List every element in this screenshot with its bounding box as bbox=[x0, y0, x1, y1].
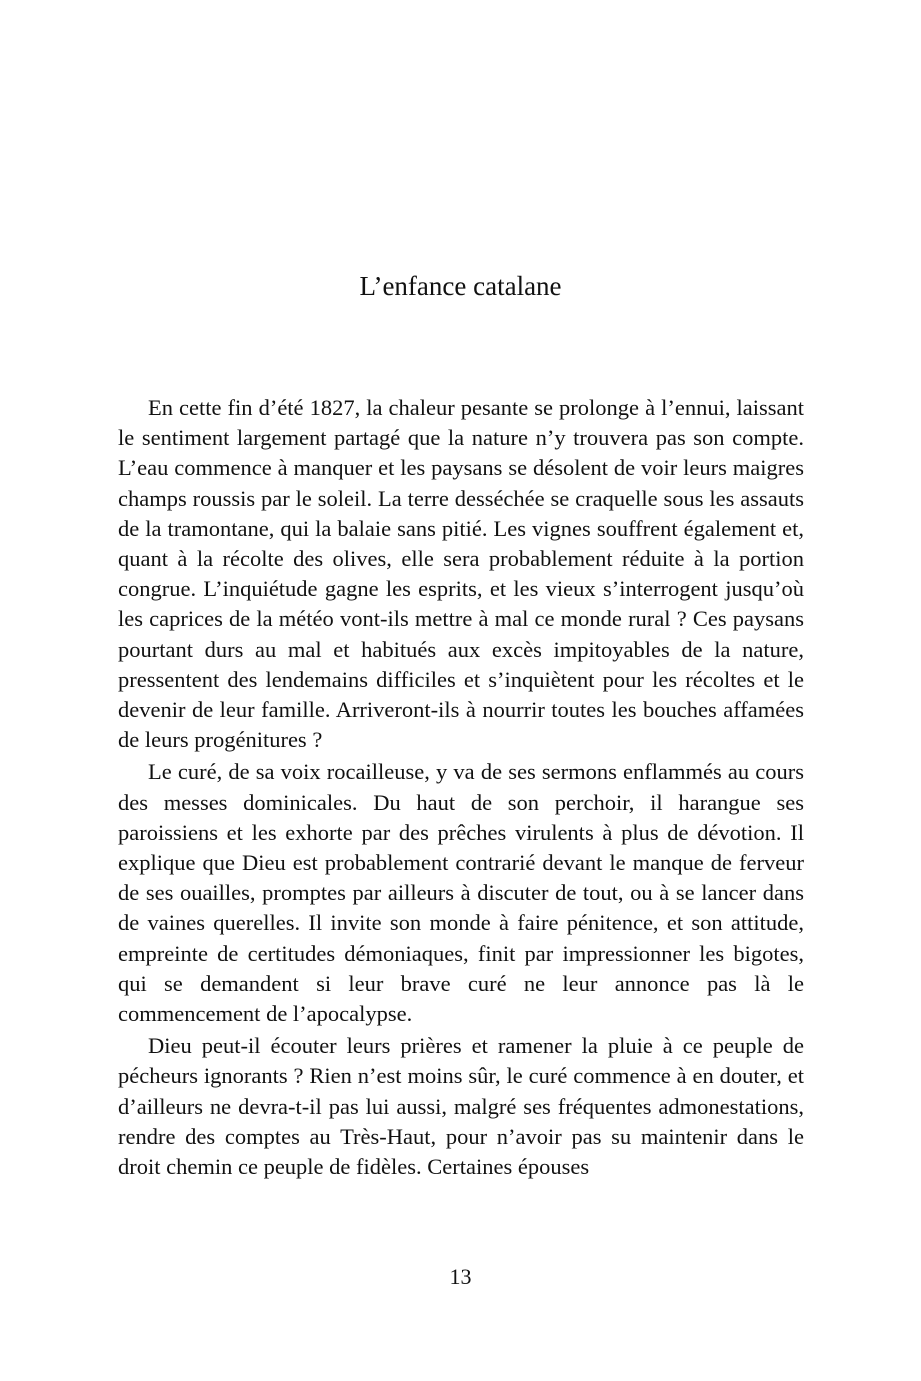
paragraph-2: Le curé, de sa voix rocailleuse, y va de ses sermons enflammés au cours des messes dominicales. Du haut de son perchoir, il harangue ses paroissiens et les exhorte par des prêches virulents à plus de dévotion. Il explique que Dieu est probablement contrarié devant le manque de ferveur de ses ouailles, promptes par ailleurs à discuter de tout, ou à se lancer dans de vaines querelles. Il invite son monde à faire pénitence, et son attitude, empreinte de certitudes démoniaques, finit par impressionner les bigotes, qui se demandent si leur brave curé ne leur annonce pas là le commencement de l’apocalypse. bbox=[118, 759, 804, 1027]
body-text bbox=[118, 393, 804, 1184]
paragraph-3: Dieu peut-il écouter leurs prières et ramener la pluie à ce peuple de pécheurs ignorants ? Rien n’est moins sûr, le curé commence à en douter, et d’ailleurs ne devra-t-il pas lui aussi, malgré ses fréquentes admonestations, rendre des comptes au Très-Haut, pour n’avoir pas su maintenir dans le droit chemin ce peuple de fidèles. Certaines épouses bbox=[118, 1033, 804, 1180]
paragraph-1: En cette fin d’été 1827, la chaleur pesante se prolonge à l’ennui, laissant le sentiment largement partagé que la nature n’y trouvera pas son compte. L’eau commence à manquer et les paysans se désolent de voir leurs maigres champs roussis par le soleil. La terre desséchée se craquelle sous les assauts de la tramontane, qui la balaie sans pitié. Les vignes souffrent également et, quant à la récolte des olives, elle sera probablement réduite à la portion congrue. L’inquiétude gagne les esprits, et les vieux s’interrogent jusqu’où les caprices de la météo vont-ils mettre à mal ce monde rural ? Ces paysans pourtant durs au mal et habitués aux excès impitoyables de la nature, pressentent des lendemains difficiles et s’inquiètent pour les récoltes et le devenir de leur famille. Arriveront-ils à nourrir toutes les bouches affamées de leurs progénitures ? bbox=[118, 395, 804, 753]
chapter-title: L’enfance catalane bbox=[359, 271, 562, 301]
page-number: 13 bbox=[449, 1264, 472, 1289]
